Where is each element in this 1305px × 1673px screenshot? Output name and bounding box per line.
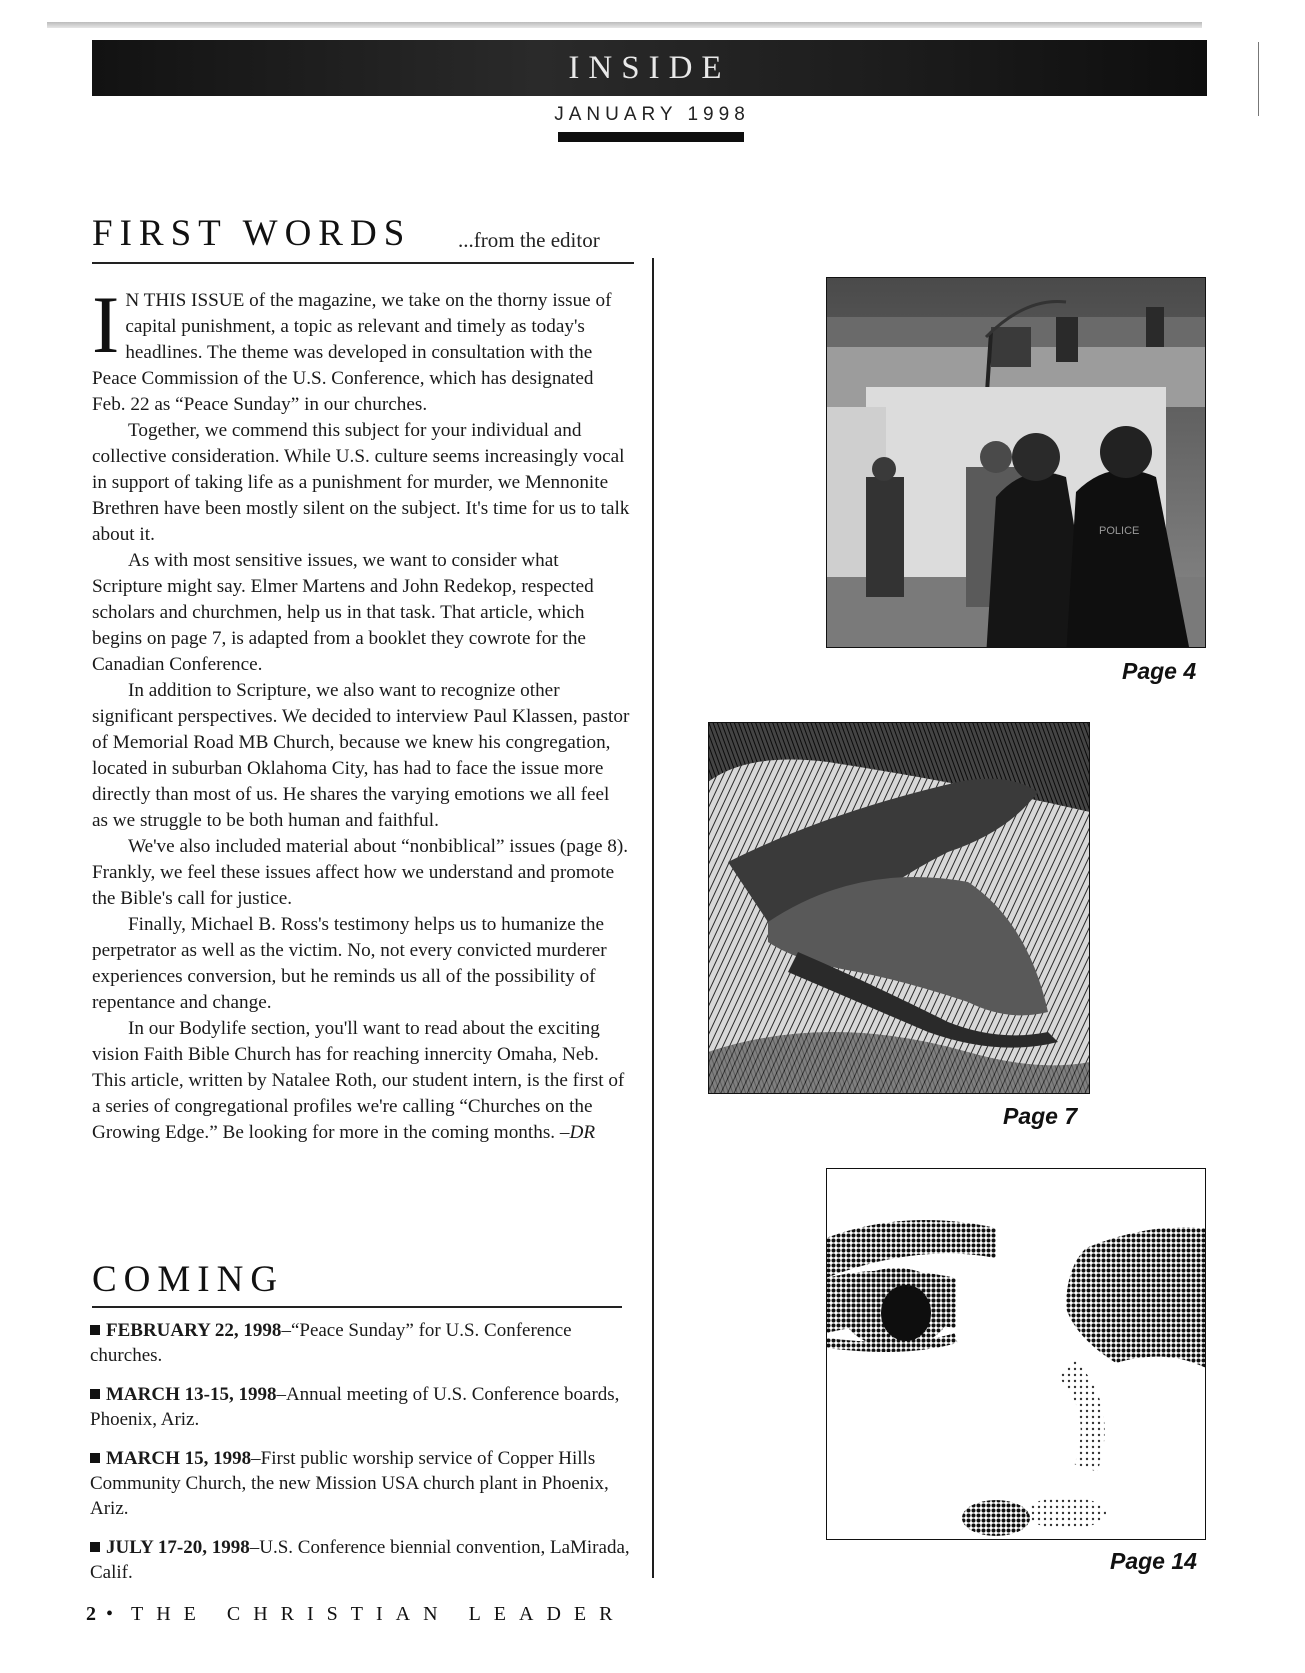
bullet-icon xyxy=(90,1453,100,1463)
first-words-subheading: ...from the editor xyxy=(458,228,600,252)
editor-paragraph: Together, we commend this subject for your individual and collective consideration. While U.S. culture seems increasingly vocal in support of taking life as a punishment for murder, we Mennonite Brethren have been mostly silent on the subject. It's time for us to talk about it. xyxy=(92,420,630,545)
date-bar xyxy=(558,132,744,142)
bullet-icon xyxy=(90,1542,100,1552)
photo-caption: Page 4 xyxy=(1122,658,1197,684)
event-list xyxy=(90,1318,630,1599)
editor-paragraph: In addition to Scripture, we also want to recognize other significant perspectives. We decided to interview Paul Klassen, pastor of Memorial Road MB Church, because we knew his congregation, located in suburban Oklahoma City, has had to face the issue more directly than most of us. He shares the varying emotions we all feel as we struggle to be both human and faithful. xyxy=(92,680,630,831)
editor-paragraph: In our Bodylife section, you'll want to read about the exciting vision Faith Bible Church has for reaching innercity Omaha, Neb. This article, written by Natalee Roth, our student intern, is the first of a series of congregational profiles we're calling “Churches on the Growing Edge.” Be looking for more in the coming months. –DR xyxy=(92,1018,625,1143)
drop-cap: I xyxy=(92,279,120,370)
footer-separator: • xyxy=(106,1603,114,1625)
event-item: MARCH 15, 1998–First public worship service of Copper Hills Community Church, the new Mission USA church plant in Phoenix, Ariz. xyxy=(90,1448,609,1519)
page-footer xyxy=(86,1603,625,1626)
editor-paragraph: We've also included material about “nonbiblical” issues (page 8). Frankly, we feel these issues affect how we understand and promote the Bible's call for justice. xyxy=(92,836,629,909)
banner-title: INSIDE xyxy=(568,50,731,86)
event-item: FEBRUARY 22, 1998–“Peace Sunday” for U.S. Conference churches. xyxy=(90,1320,572,1366)
event-item: MARCH 13-15, 1998–Annual meeting of U.S. Conference boards, Phoenix, Ariz. xyxy=(90,1384,620,1430)
editor-paragraph: I N THIS ISSUE of the magazine, we take on the thorny issue of capital punishment, a topic as relevant and timely as today's headlines. The theme was developed in consultation with the Peace Commission of the U.S. Conference, which has designated Feb. 22 as “Peace Sunday” in our churches. xyxy=(92,279,612,415)
page-edge-line xyxy=(1258,42,1259,116)
issue-date: JANUARY 1998 xyxy=(554,104,750,125)
halftone-eyes-image xyxy=(826,1168,1206,1540)
event-item: JULY 17-20, 1998–U.S. Conference biennial convention, LaMirada, Calif. xyxy=(90,1537,630,1583)
first-words-heading: FIRST WORDS xyxy=(92,213,412,254)
photo-caption: Page 7 xyxy=(1003,1103,1078,1129)
first-words-rule xyxy=(92,262,634,264)
column-divider xyxy=(652,258,654,1578)
coming-rule xyxy=(92,1306,622,1308)
bullet-icon xyxy=(90,1325,100,1335)
coming-heading: COMING xyxy=(92,1259,285,1300)
editor-paragraph: Finally, Michael B. Ross's testimony helps us to humanize the perpetrator as well as the victim. No, not every convicted murderer experiences conversion, but he reminds us all of the possibility of repentance and change. xyxy=(92,914,607,1013)
street-scene-photo xyxy=(826,277,1206,648)
bullet-icon xyxy=(90,1389,100,1399)
editor-signature: –DR xyxy=(555,1122,596,1143)
inside-banner xyxy=(92,40,1207,96)
page-number: 2 xyxy=(86,1603,96,1625)
top-rule xyxy=(47,22,1202,28)
photo-caption: Page 14 xyxy=(1110,1548,1197,1574)
editor-paragraph: As with most sensitive issues, we want to consider what Scripture might say. Elmer Martens and John Redekop, respected scholars and churchmen, help us in that task. That article, which begins on page 7, is adapted from a booklet they cowrote for the Canadian Conference. xyxy=(92,550,594,675)
editor-note xyxy=(92,279,630,1146)
publication-name: THE CHRISTIAN LEADER xyxy=(131,1603,626,1625)
jacket-lettering: POLICE xyxy=(1099,525,1140,537)
engraving-illustration xyxy=(708,722,1090,1094)
